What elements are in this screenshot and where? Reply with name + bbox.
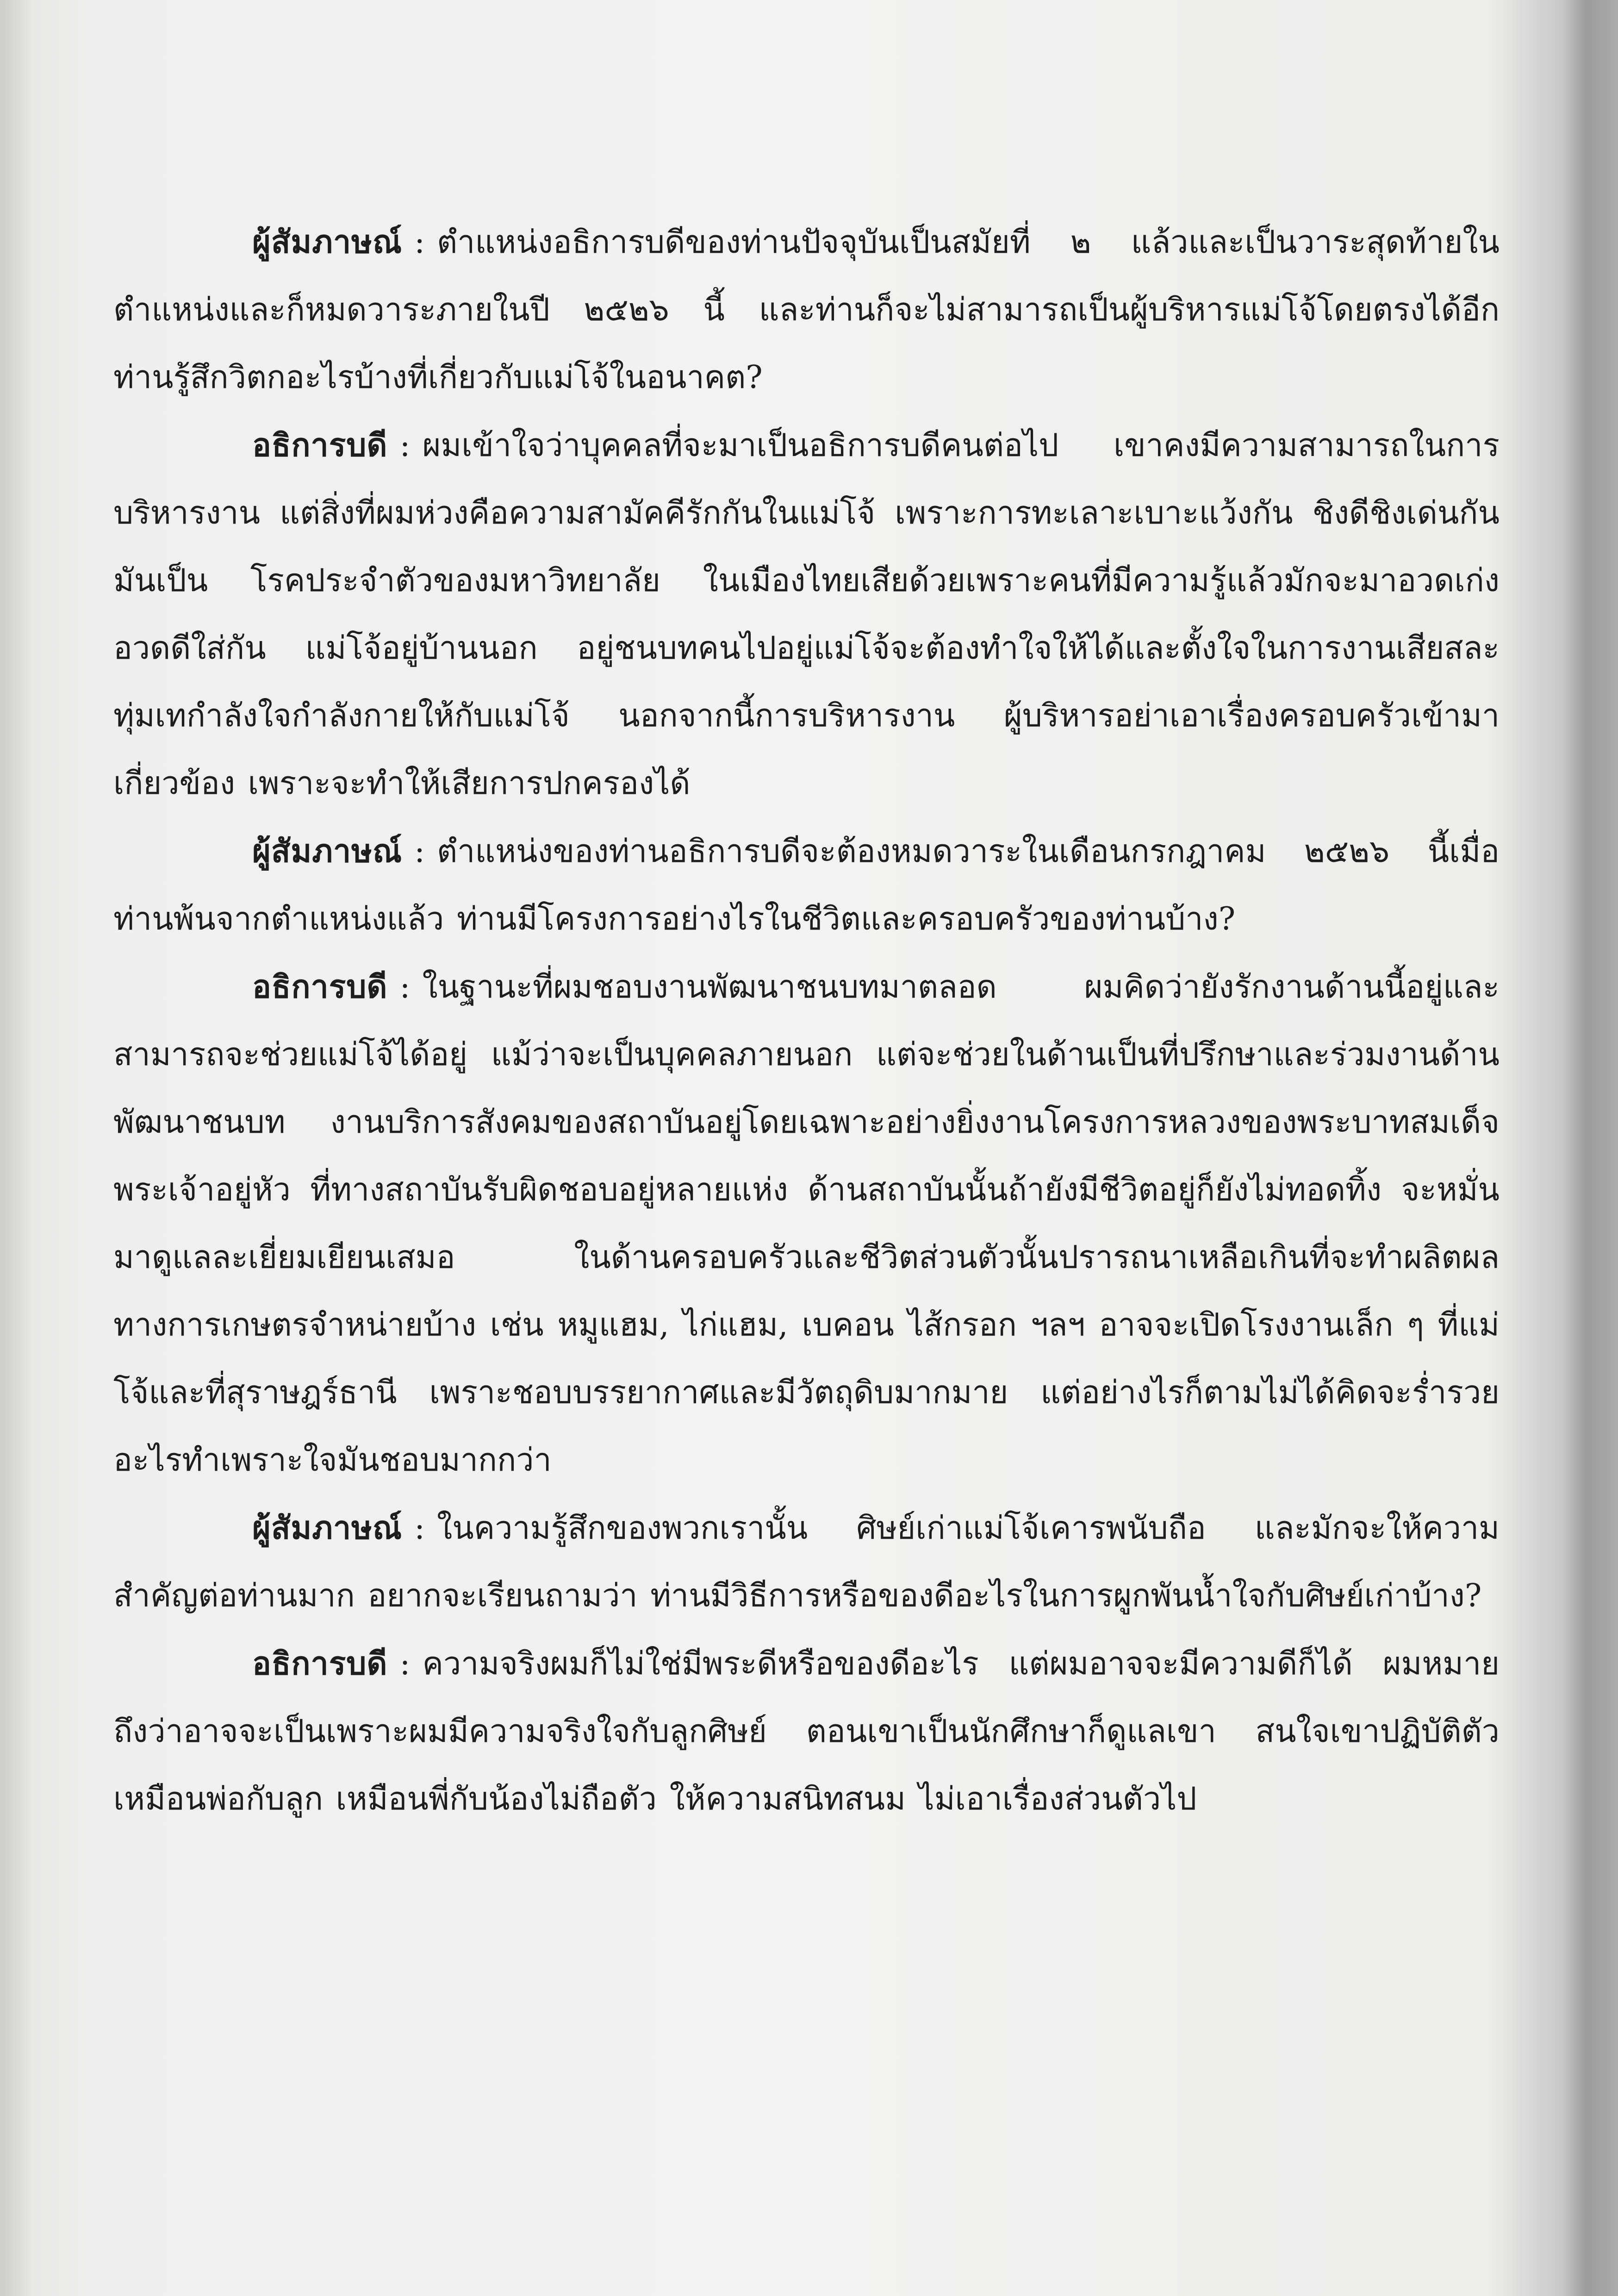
interview-paragraph <box>113 1630 1500 1833</box>
speaker-label: อธิการบดี <box>252 1645 388 1682</box>
speaker-label: ผู้สัมภาษณ์ <box>252 224 403 261</box>
paragraph-text: ตำแหน่งอธิการบดีของท่านปัจจุบันเป็นสมัยที่ ๒ แล้วและเป็นวาระสุดท้ายในตำแหน่งและก็หมดวาระภายในปี ๒๕๒๖ นี้ และท่านก็จะไม่สามารถเป็นผู้บริหารแม่โจ้โดยตรงได้อีก ท่านรู้สึกวิตกอะไรบ้างที่เกี่ยวกับแม่โจ้ในอนาคต? <box>113 224 1500 396</box>
paragraph-text: ในฐานะที่ผมชอบงานพัฒนาชนบทมาตลอด ผมคิดว่ายังรักงานด้านนี้อยู่และสามารถจะช่วยแม่โจ้ได้อยู่ แม้ว่าจะเป็นบุคคลภายนอก แต่จะช่วยในด้านเป็นที่ปรึกษาและร่วมงานด้านพัฒนาชนบท งานบริการสังคมของสถาบันอยู่โดยเฉพาะอย่างยิ่งงานโครงการหลวงของพระบาทสมเด็จพระเจ้าอยู่หัว ที่ทางสถาบันรับผิดชอบอยู่หลายแห่ง ด้านสถาบันนั้นถ้ายังมีชีวิตอยู่ก็ยังไม่ทอดทิ้ง จะหมั่นมาดูแลละเยี่ยมเยียนเสมอ ในด้านครอบครัวและชีวิตส่วนตัวนั้นปรารถนาเหลือเกินที่จะทำผลิตผลทางการเกษตรจำหน่ายบ้าง เช่น หมูแฮม, ไก่แฮม, เบคอน ไส้กรอก ฯลฯ อาจจะเปิดโรงงานเล็ก ๆ ที่แม่โจ้และที่สุราษฎร์ธานี เพราะชอบบรรยากาศและมีวัตถุดิบมากมาย แต่อย่างไรก็ตามไม่ได้คิดจะร่ำรวยอะไรทำเพราะใจมันชอบมากกว่า <box>113 969 1500 1479</box>
speaker-separator: : <box>399 1646 411 1682</box>
speaker-label: ผู้สัมภาษณ์ <box>252 833 403 870</box>
paragraph-text: ตำแหน่งของท่านอธิการบดีจะต้องหมดวาระในเดือนกรกฎาคม ๒๕๒๖ นี้เมื่อท่านพ้นจากตำแหน่งแล้ว ท่านมีโครงการอย่างไรในชีวิตและครอบครัวของท่านบ้าง? <box>113 833 1500 937</box>
paragraph-text: ผมเข้าใจว่าบุคคลที่จะมาเป็นอธิการบดีคนต่อไป เขาคงมีความสามารถในการบริหารงาน แต่สิ่งที่ผมห่วงคือความสามัคคีรักกันในแม่โจ้ เพราะการทะเลาะเบาะแว้งกัน ชิงดีชิงเด่นกันมันเป็น โรคประจำตัวของมหาวิทยาลัย ในเมืองไทยเสียด้วยเพราะคนที่มีความรู้แล้วมักจะมาอวดเก่งอวดดีใส่กัน แม่โจ้อยู่บ้านนอก อยู่ชนบทคนไปอยู่แม่โจ้จะต้องทำใจให้ได้และตั้งใจในการงานเสียสละทุ่มเทกำลังใจกำลังกายให้กับแม่โจ้ นอกจากนี้การบริหารงาน ผู้บริหารอย่าเอาเรื่องครอบครัวเข้ามาเกี่ยวข้อง เพราะจะทำให้เสียการปกครองได้ <box>113 427 1500 802</box>
speaker-label: ผู้สัมภาษณ์ <box>252 1510 403 1547</box>
speaker-separator: : <box>414 1510 425 1547</box>
interview-transcript <box>113 208 1500 1833</box>
speaker-separator: : <box>399 969 411 1005</box>
paragraph-text: ความจริงผมก็ไม่ใช่มีพระดีหรือของดีอะไร แต่ผมอาจจะมีความดีก็ได้ ผมหมายถึงว่าอาจจะเป็นเพราะผมมีความจริงใจกับลูกศิษย์ ตอนเขาเป็นนักศึกษาก็ดูแลเขา สนใจเขาปฏิบัติตัวเหมือนพ่อกับลูก เหมือนพี่กับน้องไม่ถือตัว ให้ความสนิทสนม ไม่เอาเรื่องส่วนตัวไป <box>113 1646 1500 1817</box>
interview-paragraph <box>113 1494 1500 1630</box>
speaker-separator: : <box>414 224 425 261</box>
speaker-separator: : <box>414 833 425 870</box>
interview-paragraph <box>113 412 1500 817</box>
paragraph-text: ในความรู้สึกของพวกเรานั้น ศิษย์เก่าแม่โจ้เคารพนับถือ และมักจะให้ความสำคัญต่อท่านมาก อยากจะเรียนถามว่า ท่านมีวิธีการหรือของดีอะไรในการผูกพันน้ำใจกับศิษย์เก่าบ้าง? <box>113 1510 1500 1614</box>
page-binding-shadow <box>0 0 32 2296</box>
speaker-label: อธิการบดี <box>252 968 388 1005</box>
interview-paragraph <box>113 817 1500 953</box>
page-edge <box>1562 0 1618 2296</box>
speaker-label: อธิการบดี <box>252 427 388 464</box>
interview-paragraph <box>113 953 1500 1494</box>
speaker-separator: : <box>399 427 411 464</box>
interview-paragraph <box>113 208 1500 412</box>
